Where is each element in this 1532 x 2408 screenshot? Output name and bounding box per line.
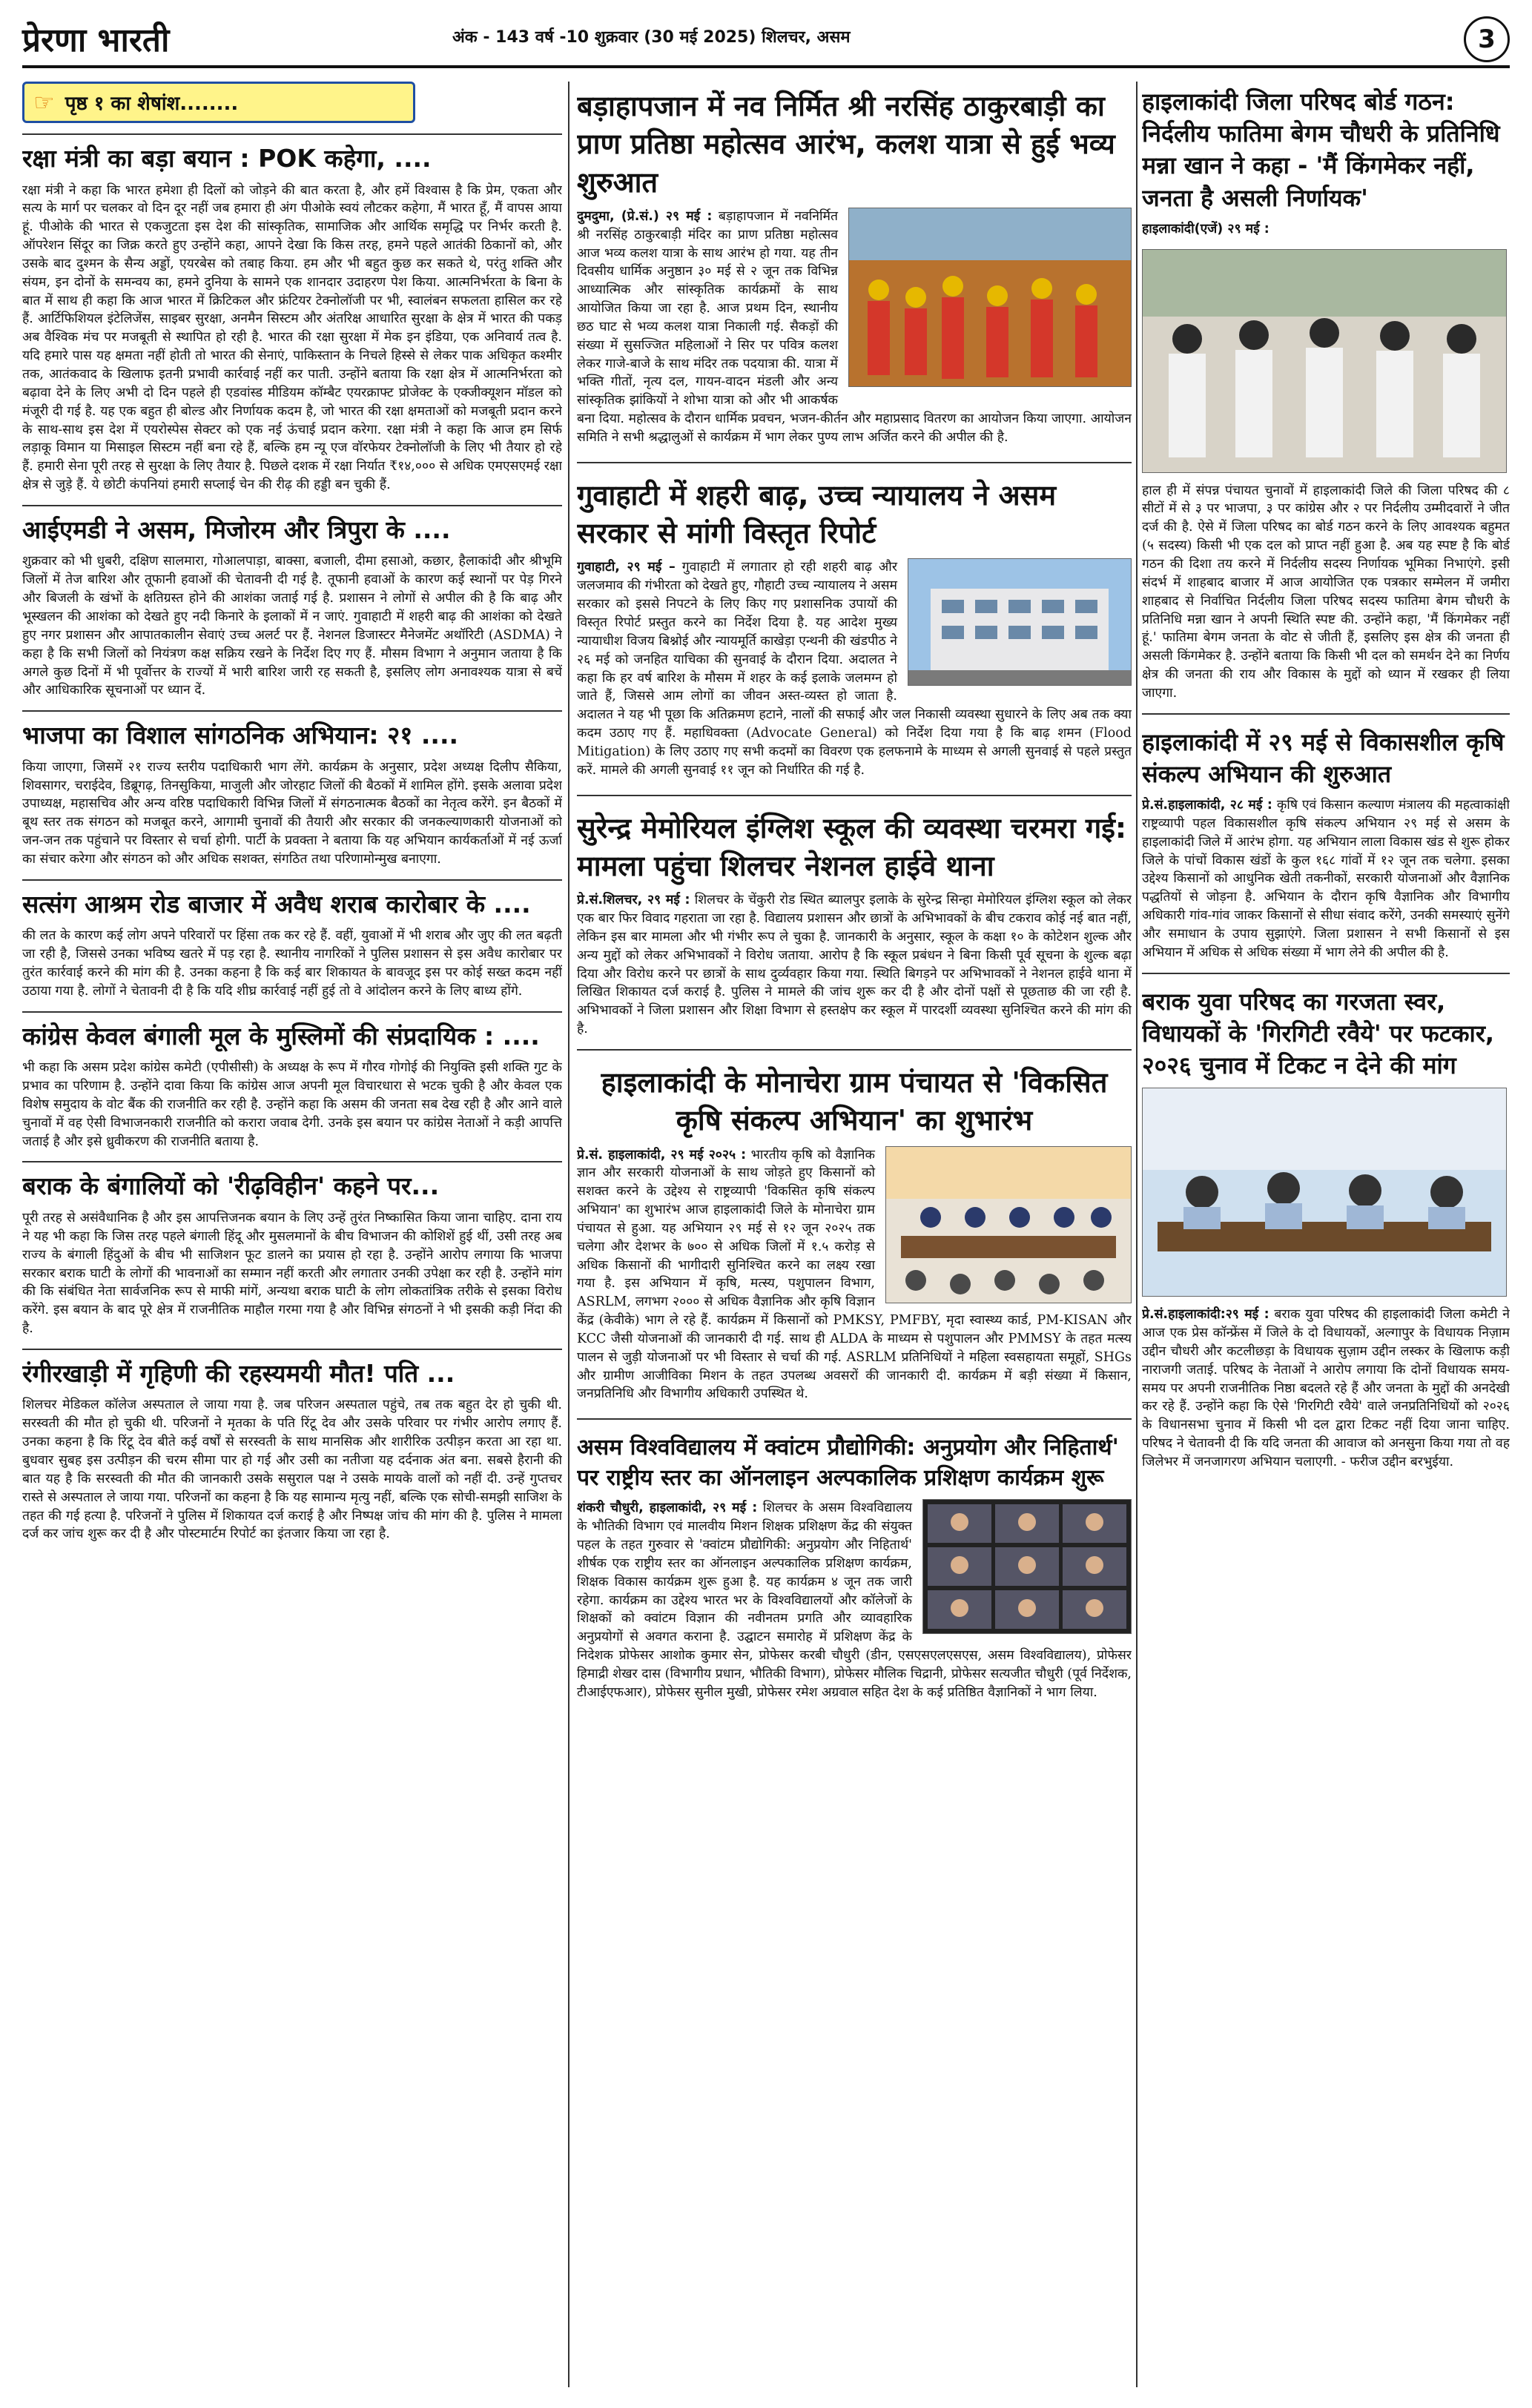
article-byline: गुवाहाटी, २९ मई – xyxy=(577,560,676,575)
article-byline: प्रे.सं.शिलचर, २९ मई : xyxy=(577,893,690,908)
article xyxy=(22,710,562,869)
column-center xyxy=(577,82,1132,1713)
article-body: गुवाहाटी में लगातार हो रही शहरी बाढ़ और जलजमाव की गंभीरता को देखते हुए, गौहाटी उच्च न्यायालय ने असम सरकार को इससे निपटने के लिए किए गए प्रशासनिक उपायों की विस्तृत रिपोर्ट प्रस्तुत करने का निर्देश दिया है. यह आदेश मुख्य न्यायाधीश विजय बिश्नोई और न्यायमूर्ति काखेड़ा एन्थनी की खंडपीठ ने २६ मई को जनहित याचिका की सुनवाई के दौरान दिया. अदालत ने कहा कि हर वर्ष बारिश के मौसम में शहर के कई इलाके जलमग्न हो जाते हैं, जिससे आम लोगों का जीवन अस्त-व्यस्त हो जाता है. अदालत ने यह भी पूछा कि अतिक्रमण हटाने, नालों की सफाई और जल निकासी व्यवस्था सुधारने के लिए अब तक क्या कदम उठाए गए हैं. महाधिवक्ता (Advocate General) को निर्देश दिया गया है कि बाढ़ शमन (Flood Mitigation) के लिए उठाए गए सभी कदमों का विवरण एक हलफनामे के माध्यम से अगली सुनवाई से पहले प्रस्तुत करें. मामले की अगली सुनवाई ११ जून को निर्धारित की गई है. xyxy=(577,560,1132,778)
pointing-hand-icon: ☞ xyxy=(33,88,55,116)
article xyxy=(22,1349,562,1544)
column-right xyxy=(1142,82,1510,1482)
article xyxy=(22,133,562,494)
article-byline: प्रे.सं.हाइलाकांदी:२९ मई : xyxy=(1142,1307,1269,1323)
article-headline: गुवाहाटी में शहरी बाढ़, उच्च न्यायालय ने असम सरकार से मांगी विस्तृत रिपोर्ट xyxy=(577,478,1057,550)
article-headline: बड़ाहापजान में नव निर्मित श्री नरसिंह ठाकुरबाड़ी का प्राण प्रतिष्ठा महोत्सव आरंभ, कलश यात्रा से हुई भव्य शुरुआत xyxy=(577,90,1115,199)
article-byline: शंकरी चौधुरी, हाइलाकांदी, २९ मई : xyxy=(577,1501,758,1516)
column-rule xyxy=(1136,82,1138,2387)
article-body: की लत के कारण कई लोग अपने परिवारों पर हिंसा तक कर रहे हैं. वहीं, युवाओं में भी शराब और जुए की लत बढ़ती जा रही है, जिससे उनका भविष्य खतरे में पड़ रहा है. स्थानीय नागरिकों ने पुलिस प्रशासन से इस अवैध कारोबार पर तुरंत कार्रवाई करने की मांग की है. उनका कहना है कि कई बार शिकायत के बावजूद इस पर कोई सख्त कदम नहीं उठाया गया है. लोगों ने चेतावनी दी है कि यदि शीघ्र कार्रवाई नहीं हुई तो वे आंदोलन करने के लिए बाध्य होंगे. xyxy=(22,928,562,999)
article-headline: सत्संग आश्रम रोड बाजार में अवैध शराब कारोबार के .... xyxy=(22,879,562,922)
article-body: शिलचर के चेंकुरी रोड स्थित ब्यालपुर इलाके के सुरेन्द्र सिन्हा मेमोरियल इंग्लिश स्कूल को लेकर एक बार फिर विवाद गहराता जा रहा है. विद्यालय प्रशासन और छात्रों के अभिभावकों के बीच टकराव कोई नई बात नहीं, लेकिन इस बार मामला और भी गंभीर रूप ले चुका है. जानकारी के अनुसार, स्कूल के कक्षा १० के कोटेशन शुल्क और अन्य मुद्दों को लेकर अभिभावकों ने विरोध जताया. आरोप है कि स्कूल प्रबंधन ने बिना किसी पूर्व सूचना के शुल्क बढ़ा दिया और विरोध करने पर छात्रों के साथ दुर्व्यवहार किया गया. स्थिति बिगड़ने पर अभिभावकों ने नेशनल हाईवे थाना में लिखित शिकायत दर्ज कराई है. पुलिस ने मामले की जांच शुरू कर दी है और दोनों पक्षों से पूछताछ की जा रही है. अभिभावकों ने जिला प्रशासन और शिक्षा विभाग से हस्तक्षेप कर स्कूल में पारदर्शी व्यवस्था सुनिश्चित करने की मांग की है. xyxy=(577,893,1132,1037)
dateline: अंक - 143 वर्ष -10 शुक्रवार (30 मई 2025) शिलचर, असम xyxy=(452,28,851,47)
divider xyxy=(577,462,1132,463)
article-body: बड़ाहापजान में नवनिर्मित श्री नरसिंह ठाकुरबाड़ी मंदिर का प्राण प्रतिष्ठा महोत्सव आज भव्य कलश यात्रा के साथ आरंभ हो गया. यह तीन दिवसीय धार्मिक अनुष्ठान ३० मई से २ जून तक विभिन्न आध्यात्मिक और सांस्कृतिक कार्यक्रमों के साथ आयोजित किया जा रहा है. आज प्रथम दिन, स्थानीय छठ घाट से भव्य कलश यात्रा निकाली गई. सैकड़ों की संख्या में सुसज्जित महिलाओं ने सिर पर पवित्र कलश लेकर गाजे-बाजे के साथ मंदिर तक पदयात्रा की. यात्रा में भक्ति गीतों, नृत्य दल, गायन-वादन मंडली और अन्य सांस्कृतिक झांकियों ने शोभा यात्रा को और भी आकर्षक बना दिया. महोत्सव के दौरान धार्मिक प्रवचन, भजन-कीर्तन और महाप्रसाद वितरण का आयोजन किया जाएगा. आयोजन समिति ने सभी श्रद्धालुओं से कार्यक्रम में भाग लेकर पुण्य लाभ अर्जित करने की अपील की है. xyxy=(577,208,1132,446)
article xyxy=(577,804,1132,1039)
youth-council-photo xyxy=(1142,1088,1507,1297)
article-body: भारतीय कृषि को वैज्ञानिक ज्ञान और सरकारी योजनाओं के साथ जोड़ते हुए किसानों को सशक्त करने के उद्देश्य से राष्ट्रव्यापी 'विकसित कृषि संकल्प अभियान' का शुभारंभ आज हाइलाकांदी जिले के मोनाचेरा ग्राम पंचायत से हुआ. यह अभियान २९ मई से १२ जून २०२५ तक चलेगा और देशभर के ७०० से अधिक जिलों में १.५ करोड़ से अधिक किसानों की भागीदारी सुनिश्चित करने का लक्ष्य रखा गया है. इस अभियान में कृषि, मत्स्य, पशुपालन विभाग, ASRLM, लगभग २००० से अधिक वैज्ञानिक और कृषि विज्ञान केंद्र (केवीके) भाग ले रहे हैं. कार्यक्रम में किसानों को PMKSY, PMFBY, मृदा स्वास्थ्य कार्ड, PM-KISAN और KCC जैसी योजनाओं की जानकारी दी गई. साथ ही ALDA के माध्यम से पशुपालन और PMMSY के तहत मत्स्य पालन से जुड़ी योजनाओं पर भी विस्तार से चर्चा की गई. ASRLM प्रतिनिधियों ने महिला स्वसहायता समूहों, SHGs और ग्रामीण आजीविका मिशन के तहत उपलब्ध अवसरों की जानकारी दी. कार्यक्रम में बड़ी संख्या में किसान, जनप्रतिनिधि और विभागीय अधिकारी उपस्थित थे. xyxy=(577,1147,1132,1402)
article-headline: रक्षा मंत्री का बड़ा बयान : POK कहेगा, .... xyxy=(22,133,562,176)
article-headline: हाइलाकांदी जिला परिषद बोर्ड गठन: निर्दलीय फातिमा बेगम चौधरी के प्रतिनिधि मन्ना खान ने कहा - 'मैं किंगमेकर नहीं, जनता है असली निर्णायक' xyxy=(1142,87,1500,212)
article-body: कृषि एवं किसान कल्याण मंत्रालय की महत्वाकांक्षी राष्ट्रव्यापी पहल विकासशील कृषि संकल्प अभियान २९ मई से असम के हाइलाकांदी जिले में आरंभ होगा. यह अभियान लाला विकास खंड से शुरू होकर जिले के पांचों विकास खंडों के कुल १६८ गांवों में १२ जून तक चलेगा. इसका उद्देश्य किसानों को आधुनिक खेती तकनीकों, सरकारी योजनाओं और वैज्ञानिक पद्धतियों से जोड़ना है. अभियान के दौरान कृषि वैज्ञानिक और विभागीय अधिकारी गांव-गांव जाकर किसानों से सीधा संवाद करेंगे, उनकी समस्याएं सुनेंगे और समाधान के उपाय सुझाएंगे. जिला प्रशासन ने सभी किसानों से इस अभियान में अधिक से अधिक संख्या में भाग लेने की अपील की है. xyxy=(1142,798,1510,960)
article-body: पूरी तरह से असंवैधानिक है और इस आपत्तिजनक बयान के लिए उन्हें तुरंत निष्कासित किया जाना चाहिए. दाना राय ने यह भी कहा कि जिस तरह पहले बंगाली हिंदू और मुसलमानों के बीच विभाजन की कोशिशें हुई थीं, उसी तरह अब राज्य के बंगाली हिंदुओं के बीच भी साजिशन फूट डालने का प्रयास हो रहा है. उन्होंने आरोप लगाया कि भाजपा सरकार बराक घाटी के लोगों की भावनाओं का सम्मान नहीं करती और लगातार उनकी उपेक्षा कर रही है. उन्होंने मांग की कि संबंधित नेता सार्वजनिक रूप से माफी मांगें, अन्यथा बराक घाटी के लोग लोकतांत्रिक तरीके से इसका विरोध करेंगे. इस बयान के बाद पूरे क्षेत्र में राजनीतिक माहौल गरमा गया है और विभिन्न संगठनों ने भी इसकी कड़ी निंदा की है. xyxy=(22,1211,562,1337)
article xyxy=(22,879,562,1001)
article-headline: असम विश्वविद्यालय में क्वांटम प्रौद्योगिकी: अनुप्रयोग और निहितार्थ' पर राष्ट्रीय स्तर का ऑनलाइन अल्पकालिक प्रशिक्षण कार्यक्रम शुरू xyxy=(577,1435,1119,1491)
divider xyxy=(1142,713,1510,715)
divider xyxy=(1142,973,1510,974)
article-byline: हाइलाकांदी(एजें) २९ मई : xyxy=(1142,221,1269,236)
article-headline: आईएमडी ने असम, मिजोरम और त्रिपुरा के .... xyxy=(22,505,562,547)
article-body: शुक्रवार को भी धुबरी, दक्षिण सालमारा, गोआलपाड़ा, बाक्सा, बजाली, दीमा हसाओ, कछार, हैलाकांदी और श्रीभूमि जिलों में तेज बारिश और तूफानी हवाओं की चेतावनी दी गई है. तूफानी हवाओं के कारण कई स्थानों पर पेड़ गिरने और बिजली के खंभों के क्षतिग्रस्त होने की आशंका जताई गई है. प्रशासन ने लोगों से अपील की है कि बाढ़ और भूस्खलन की आशंका को देखते हुए नदी किनारे के इलाकों में न जाएं. गुवाहाटी में शहरी बाढ़ की आशंका को देखते हुए नगर प्रशासन और आपातकालीन सेवाएं उच्च अलर्ट पर हैं. नेशनल डिजास्टर मैनेजमेंट अथॉरिटी (ASDMA) ने कहा है कि सभी जिलों को नियंत्रण कक्ष सक्रिय रखने के निर्देश दिए गए हैं. मौसम विभाग ने अनुमान जताया है कि अगले कुछ दिनों में भी पूर्वोत्तर के राज्यों में भारी बारिश जारी रह सकती है, इसलिए लोग अनावश्यक यात्रा से बचें और आधिकारिक सूचनाओं पर ध्यान दें. xyxy=(22,554,562,698)
article-headline: हाइलाकांदी के मोनाचेरा ग्राम पंचायत से 'विकसित कृषि संकल्प अभियान' का शुभारंभ xyxy=(601,1065,1108,1137)
procession-photo xyxy=(848,208,1132,387)
page-number: 3 xyxy=(1464,16,1510,62)
article xyxy=(22,1161,562,1337)
article-headline: हाइलाकांदी में २९ मई से विकासशील कृषि संकल्प अभियान की शुरुआत xyxy=(1142,727,1505,788)
column-left xyxy=(22,82,562,1554)
article-body: किया जाएगा, जिसमें २१ राज्य स्तरीय पदाधिकारी भाग लेंगे. कार्यक्रम के अनुसार, प्रदेश अध्यक्ष दिलीप सैकिया, शिवसागर, चराईदेव, डिब्रूगढ़, तिनसुकिया, माजुली और जोरहाट जिलों की बैठकों में शामिल होंगे. इसके अलावा प्रदेश उपाध्यक्ष, महासचिव और अन्य वरिष्ठ पदाधिकारी विभिन्न जिलों में संगठनात्मक बैठकों का नेतृत्व करेंगे. इन बैठकों में बूथ स्तर तक संगठन को मजबूत करने, आगामी चुनावों की तैयारी और सरकार की जनकल्याणकारी योजनाओं को जन-जन तक पहुंचाने पर विस्तार से चर्चा होगी. पार्टी के प्रवक्ता ने बताया कि यह अभियान कार्यकर्ताओं में नई ऊर्जा का संचार करेगा और संगठन को और अधिक सशक्त, संगठित तथा परिणामोन्मुख बनाएगा. xyxy=(22,759,562,867)
article-body: शिलचर मेडिकल कॉलेज अस्पताल ले जाया गया है. जब परिजन अस्पताल पहुंचे, तब तक बहुत देर हो चुकी थी. सरस्वती की मौत हो चुकी थी. परिजनों ने मृतका के पति रिंटू देव और उसके परिवार पर गंभीर आरोप लगाए हैं. उनका कहना है कि रिंटू देव बीते कई वर्षों से सरस्वती के साथ मानसिक और शारीरिक उत्पीड़न करता आ रहा था. बुधवार सुबह इस उत्पीड़न की चरम सीमा पार हो गई और उसी का नतीजा यह दर्दनाक अंत बना. सबसे हैरानी की बात यह है कि सरस्वती की मौत की जानकारी उसके ससुराल पक्ष ने उसके मायके वालों को नहीं दी. उन्हें गुप्तचर रास्ते से अस्पताल ले जाया गया. परिजनों का कहना है कि यह सामान्य मृत्यु नहीं, बल्कि एक सोची-समझी साजिश के तहत की गई हत्या है. परिजनों ने पुलिस में शिकायत दर्ज कराई है और निष्पक्ष जांच की मांग की है. पुलिस ने मामला दर्ज कर जांच शुरू कर दी है और पोस्टमार्टम रिपोर्ट का इंतजार किया जा रहा है. xyxy=(22,1398,562,1542)
article-byline: प्रे.सं.हाइलाकांदी, २८ मई : xyxy=(1142,798,1272,813)
article xyxy=(577,471,1132,790)
article-headline: बराक युवा परिषद का गरजता स्वर, विधायकों के 'गिरगिटी रवैये' पर फटकार, २०२६ चुनाव में टिकट न देने की मांग xyxy=(1142,987,1495,1080)
divider xyxy=(577,1049,1132,1051)
article-headline: बराक के बंगालियों को 'रीढ़विहीन' कहने पर... xyxy=(22,1161,562,1203)
article-byline-wrap xyxy=(1142,220,1510,239)
court-building-photo xyxy=(908,558,1132,686)
masthead: प्रेरणा भारती xyxy=(22,22,170,59)
article-body: बराक युवा परिषद की हाइलाकांदी जिला कमेटी ने आज एक प्रेस कॉन्फ्रेंस में जिले के दो विधायकों, अल्गापुर के विधायक निज़ाम उद्दीन चौधरी और कटलीछड़ा के विधायक सुज़ाम उद्दीन लस्कर के खिलाफ कड़ी नाराजगी जताई. परिषद के नेताओं ने आरोप लगाया कि दोनों विधायक समय-समय पर अपनी राजनीतिक निष्ठा बदलते रहे हैं और जनता के मुद्दों की अनदेखी कर रहे हैं. उन्होंने कहा कि ऐसे 'गिरगिटी रवैये' वाले जनप्रतिनिधियों को २०२६ के विधानसभा चुनाव में किसी भी दल द्वारा टिकट नहीं दिया जाना चाहिए. परिषद ने चेतावनी दी कि यदि जनता की आवाज को अनसुना किया गया तो वह जिलेभर में जनजागरण अभियान चलाएगी. - फरीज उद्दीन बरभुईया. xyxy=(1142,1307,1510,1469)
article xyxy=(577,82,1132,457)
press-conference-photo xyxy=(1142,249,1507,473)
meeting-photo xyxy=(885,1146,1132,1303)
article xyxy=(22,505,562,700)
article xyxy=(1142,722,1510,962)
article-body: भी कहा कि असम प्रदेश कांग्रेस कमेटी (एपीसीसी) के अध्यक्ष के रूप में गौरव गोगोई की नियुक्ति इसी शक्ति गुट के प्रभाव का परिणाम है. उन्होंने दावा किया कि कांग्रेस आज अपनी मूल विचारधारा से भटक चुकी है और केवल एक विशेष समुदाय के वोट बैंक की राजनीति कर रही है. उन्होंने कहा कि असम की जनता सब देख रही है और आने वाले चुनावों में वह ऐसी विभाजनकारी राजनीति को करारा जवाब देगी. उनके इस बयान पर कांग्रेस नेताओं ने कड़ी आपत्ति जताई है और इसे ध्रुवीकरण की राजनीति बताया है. xyxy=(22,1060,562,1149)
video-conference-photo xyxy=(922,1499,1132,1634)
divider xyxy=(577,1418,1132,1420)
article xyxy=(1142,982,1510,1472)
article-headline: कांग्रेस केवल बंगाली मूल के मुस्लिमों की संप्रदायिक : .... xyxy=(22,1011,562,1054)
column-rule xyxy=(568,82,569,2387)
article-headline: रंगीरखाड़ी में गृहिणी की रहस्यमयी मौत! पति ... xyxy=(22,1349,562,1391)
article xyxy=(22,1011,562,1151)
article xyxy=(577,1427,1132,1701)
article-byline: दुमदुमा, (प्रे.सं.) २९ मई : xyxy=(577,208,713,224)
article-headline: भाजपा का विशाल सांगठनिक अभियान: २१ .... xyxy=(22,710,562,752)
page-header xyxy=(22,13,1510,68)
article-byline: प्रे.सं. हाइलाकांदी, २९ मई २०२५ : xyxy=(577,1147,747,1162)
divider xyxy=(577,795,1132,796)
continued-banner-label: पृष्ठ १ का शेषांश........ xyxy=(65,93,239,115)
article xyxy=(577,1058,1132,1414)
article-body: शिलचर के असम विश्वविद्यालय के भौतिकी विभाग एवं मालवीय मिशन शिक्षक प्रशिक्षण केंद्र की संयुक्त पहल के तहत गुरुवार से 'क्वांटम प्रौद्योगिकी: अनुप्रयोग और निहितार्थ' शीर्षक एक राष्ट्रीय स्तर का ऑनलाइन अल्पकालिक प्रशिक्षण कार्यक्रम, शिक्षक विकास कार्यक्रम शुरू हुआ है. यह कार्यक्रम ४ जून तक जारी रहेगा. कार्यक्रम का उद्देश्य भारत भर के विश्वविद्यालयों और कॉलेजों के शिक्षकों को क्वांटम विज्ञान की नवीनतम प्रगति और व्यावहारिक अनुप्रयोगों से अवगत कराना है. उद्घाटन समारोह में प्रशिक्षण केंद्र के निदेशक प्रोफेसर आशोक कुमार सेन, प्रोफेसर करबी चौधुरी (डीन, एसएसएलएसएस, असम विश्वविद्यालय), प्रोफेसर हिमाद्री शेखर दास (विभागीय प्रधान, भौतिकी विभाग), प्रोफेसर मौलिक चिद्रानी, प्रोफेसर सत्यजीत चौधुरी (पूर्व निर्देशक, टीआईएफआर), प्रोफेसर सुनील मुखी, प्रोफेसर रमेश अग्रवाल सहित देश के कई प्रतिष्ठित वैज्ञानिकों ने भाग लिया. xyxy=(577,1501,1132,1700)
article-body: रक्षा मंत्री ने कहा कि भारत हमेशा ही दिलों को जोड़ने की बात करता है, और हमें विश्वास है कि प्रेम, एकता और सत्य के मार्ग पर चलकर वो दिन दूर नहीं जब हमारा ही अंग पीओके स्वयं लौटकर कहेगा, मैं भारत हूँ, मैं वापस आया हूं. पीओके की भारत से एकजुटता इस देश की सांस्कृतिक, सामाजिक और आर्थिक समृद्धि पर निर्भर करती है. ऑपरेशन सिंदूर का जिक्र करते हुए उन्होंने कहा, आपने देखा कि किस तरह, हमने पहले आतंकी ठिकानों को, और उसके बाद दुश्मन के सैन्य अड्डों, एयरबेस को तबाह किया. हम और भी बहुत कुछ कर सकते थे, परंतु शक्ति और संयम, इन दोनों के समन्वय का, हमने दुनिया के सामने एक शानदार उदाहरण पेश किया. आत्मनिर्भरता के बिना के बात में साथ ही कहा कि आज भारत में क्रिटिकल और फ्रंटियर टेक्नोलॉजी पर भी, स्वालंबन सफलता हासिल कर रहे हैं. आर्टिफिशियल इंटेलिजेंस, साइबर सुरक्षा, अनमैन सिस्टम और अंतरिक्ष आधारित सुरक्षा के क्षेत्र में भारत की पकड़ अब वैश्विक मंच पर मजबूती से स्थापित हो रही है. भारत की रक्षा सुरक्षा में मेक इन इंडिया, एक अनिवार्य तत्व है. यदि हमारे पास यह क्षमता नहीं होती तो भारत की सेनाएं, पाकिस्तान के निचले हिस्से से लेकर पाक अधिकृत कश्मीर तक, आतंकवाद के खिलाफ इतनी प्रभावी कार्रवाई नहीं कर पाती. उन्होंने बताया कि रक्षा क्षेत्र में आत्मनिर्भरता को बढ़ावा देने के लिए अभी दो दिन पहले ही एडवांस्ड मीडियम कॉम्बैट एयरक्राफ्ट प्रोजेक्ट के एक्जीक्यूशन मॉडल को मंजूरी दी गई है. यह एक बहुत ही बोल्ड और निर्णायक कदम है, जो भारत की रक्षा क्षमताओं को मजबूती प्रदान करने के साथ-साथ इस देश में एयरोस्पेस सेक्टर को एक नई ऊंचाई प्रदान करेगा. रक्षा मंत्री ने कहा कि आज हम सिर्फ लड़ाकू विमान या मिसाइल सिस्टम नहीं बना रहे हैं, बल्कि हम न्यू एज वॉरफेयर टेक्नोलॉजी के लिए भी तैयार हो रहे हैं. हमारी सेना पूरी तरह से सुरक्षा के लिए तैयार है. पिछले दशक में रक्षा निर्यात ₹१४,००० से अधिक एमएसएमई रक्षा क्षेत्र से जुड़े हैं. ये छोटी कंपनियां हमारी सप्लाई चेन की रीढ़ की हड्डी बन चुकी हैं. xyxy=(22,182,562,493)
article-body: हाल ही में संपन्न पंचायत चुनावों में हाइलाकांदी जिले की जिला परिषद की ८ सीटों में से ३ पर भाजपा, ३ पर कांग्रेस और २ पर निर्दलीय उम्मीदवारों ने जीत दर्ज की है. ऐसे में जिला परिषद का बोर्ड गठन करने के लिए आवश्यक बहुमत (५ सदस्य) किसी भी एक दल को प्राप्त नहीं हुआ है. अब यह स्पष्ट है कि बोर्ड गठन की दिशा तय करने में निर्दलीय सदस्य निर्णायक भूमिका निभाएंगे. इसी संदर्भ में शाहबाद बाजार में आज आयोजित एक पत्रकार सम्मेलन में जमीरा शाहबाद से निर्वाचित निर्दलीय जिला परिषद सदस्य फातिमा बेगम चौधरी के प्रतिनिधि मन्ना खान ने अपनी स्थिति स्पष्ट की. उन्होंने कहा, 'मैं किंगमेकर नहीं हूं.' फातिमा बेगम जनता के वोट से जीती हैं, इसलिए इस क्षेत्र की जनता ही असली किंगमेकर है. उन्होंने बताया कि किसी भी दल को समर्थन देने का निर्णय क्षेत्र की जनता की राय और विकास के मुद्दों को ध्यान में रखकर ही लिया जाएगा. xyxy=(1142,483,1510,701)
continued-banner xyxy=(22,82,415,123)
article xyxy=(1142,82,1510,703)
article-headline: सुरेन्द्र मेमोरियल इंग्लिश स्कूल की व्यवस्था चरमरा गई: मामला पहुंचा शिलचर नेशनल हाईवे थाना xyxy=(577,811,1127,882)
